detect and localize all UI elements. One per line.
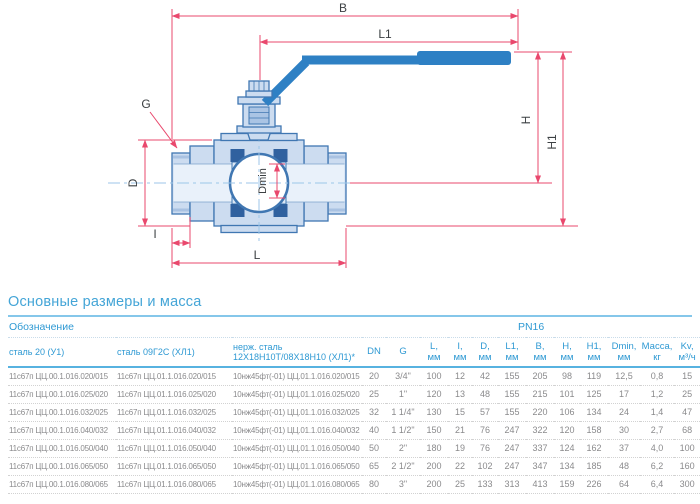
cell-d: 76 <box>472 439 498 457</box>
cell-b: 220 <box>526 403 554 421</box>
column-header: Масса, кг <box>640 337 674 367</box>
dim-label-i: I <box>153 227 157 241</box>
cell-designation-steel09g2s: 11с67п ЦЦ.01.1.016.032/025 <box>116 403 232 421</box>
cell-kv: 47 <box>674 403 700 421</box>
cell-h: 159 <box>554 475 580 493</box>
cell-h: 120 <box>554 421 580 439</box>
cell-l1: 155 <box>498 403 526 421</box>
cell-designation-steel20: 11с67п ЦЦ.00.1.016.032/025 <box>8 403 116 421</box>
cell-l: 150 <box>420 421 448 439</box>
column-header: сталь 20 (У1) <box>8 337 116 367</box>
cell-mass: 2,7 <box>640 421 674 439</box>
group-header-designation: Обозначение <box>8 317 362 337</box>
cell-l: 180 <box>420 439 448 457</box>
cell-designation-steel20: 11с67п ЦЦ.00.1.016.040/032 <box>8 421 116 439</box>
cell-designation-steel09g2s: 11с67п ЦЦ.01.1.016.065/050 <box>116 457 232 475</box>
dim-label-d: D <box>126 178 140 188</box>
cell-i: 12 <box>448 367 472 385</box>
column-header: Dmin, мм <box>608 337 640 367</box>
cell-i: 13 <box>448 385 472 403</box>
valve-stem <box>237 97 281 140</box>
cell-dn: 40 <box>362 421 386 439</box>
column-header: B, мм <box>526 337 554 367</box>
cell-d: 76 <box>472 421 498 439</box>
cell-h1: 119 <box>580 367 608 385</box>
column-header: G <box>386 337 420 367</box>
cell-designation-steel20: 11с67п ЦЦ.00.1.016.025/020 <box>8 385 116 403</box>
cell-dmin: 12,5 <box>608 367 640 385</box>
cell-h1: 226 <box>580 475 608 493</box>
cell-g: 3/4" <box>386 367 420 385</box>
cell-kv: 100 <box>674 439 700 457</box>
dim-label-dmin: Dmin <box>257 168 269 194</box>
table-body <box>8 367 700 493</box>
cell-d: 133 <box>472 475 498 493</box>
column-header: сталь 09Г2С (ХЛ1) <box>116 337 232 367</box>
cell-h: 101 <box>554 385 580 403</box>
dimension-h1 <box>346 52 578 226</box>
cell-b: 347 <box>526 457 554 475</box>
cell-i: 21 <box>448 421 472 439</box>
cell-b: 205 <box>526 367 554 385</box>
cell-l1: 313 <box>498 475 526 493</box>
cell-g: 2 1/2" <box>386 457 420 475</box>
table-row <box>8 385 700 403</box>
cell-kv: 160 <box>674 457 700 475</box>
dim-label-l1: L1 <box>378 27 392 41</box>
cell-l1: 247 <box>498 457 526 475</box>
column-header: I, мм <box>448 337 472 367</box>
cell-kv: 25 <box>674 385 700 403</box>
cell-g: 3" <box>386 475 420 493</box>
cell-g: 1 1/2" <box>386 421 420 439</box>
cell-b: 413 <box>526 475 554 493</box>
table-row <box>8 403 700 421</box>
table-group-header-row <box>8 317 700 337</box>
cell-l: 100 <box>420 367 448 385</box>
cell-dn: 20 <box>362 367 386 385</box>
cell-designation-steel09g2s: 11с67п ЦЦ.01.1.016.020/015 <box>116 367 232 385</box>
cell-l: 200 <box>420 475 448 493</box>
cell-l1: 247 <box>498 421 526 439</box>
cell-g: 1 1/4" <box>386 403 420 421</box>
cell-designation-steel20: 11с67п ЦЦ.00.1.016.050/040 <box>8 439 116 457</box>
cell-i: 19 <box>448 439 472 457</box>
valve-handle <box>265 51 511 103</box>
cell-i: 25 <box>448 475 472 493</box>
cell-designation-steel09g2s: 11с67п ЦЦ.01.1.016.050/040 <box>116 439 232 457</box>
column-header: Kv, м³/ч <box>674 337 700 367</box>
cell-designation-steel20: 11с67п ЦЦ.00.1.016.065/050 <box>8 457 116 475</box>
cell-dmin: 37 <box>608 439 640 457</box>
cell-b: 215 <box>526 385 554 403</box>
cell-g: 2" <box>386 439 420 457</box>
cell-i: 22 <box>448 457 472 475</box>
cell-h: 134 <box>554 457 580 475</box>
cell-mass: 6,2 <box>640 457 674 475</box>
cell-b: 337 <box>526 439 554 457</box>
column-header: L, мм <box>420 337 448 367</box>
column-header: L1, мм <box>498 337 526 367</box>
cell-g: 1" <box>386 385 420 403</box>
cell-l1: 247 <box>498 439 526 457</box>
table-row <box>8 421 700 439</box>
cell-h1: 185 <box>580 457 608 475</box>
cell-dmin: 24 <box>608 403 640 421</box>
dim-label-b: B <box>338 1 348 15</box>
table-row <box>8 439 700 457</box>
cell-designation-stainless: 10нж45фт(-01) ЦЦ.01.1.016.080/065 <box>232 475 362 493</box>
cell-l1: 155 <box>498 385 526 403</box>
column-header: D, мм <box>472 337 498 367</box>
group-header-pn16: PN16 <box>362 317 700 337</box>
cell-dn: 65 <box>362 457 386 475</box>
cell-dmin: 64 <box>608 475 640 493</box>
cell-kv: 300 <box>674 475 700 493</box>
cell-d: 48 <box>472 385 498 403</box>
column-header: нерж. сталь 12Х18Н10Т/08Х18Н10 (ХЛ1)* <box>232 337 362 367</box>
cell-d: 42 <box>472 367 498 385</box>
cell-designation-stainless: 10нж45фт(-01) ЦЦ.01.1.016.025/020 <box>232 385 362 403</box>
table-row <box>8 457 700 475</box>
cell-designation-steel09g2s: 11с67п ЦЦ.01.1.016.080/065 <box>116 475 232 493</box>
cell-designation-stainless: 10нж45фт(-01) ЦЦ.01.1.016.020/015 <box>232 367 362 385</box>
cell-designation-stainless: 10нж45фт(-01) ЦЦ.01.1.016.050/040 <box>232 439 362 457</box>
dimensions-table <box>8 317 700 494</box>
dimensions-section <box>0 294 700 494</box>
cell-h: 106 <box>554 403 580 421</box>
cell-l: 130 <box>420 403 448 421</box>
cell-d: 57 <box>472 403 498 421</box>
cell-l: 200 <box>420 457 448 475</box>
cell-designation-stainless: 10нж45фт(-01) ЦЦ.01.1.016.040/032 <box>232 421 362 439</box>
cell-kv: 15 <box>674 367 700 385</box>
cell-i: 15 <box>448 403 472 421</box>
column-header: DN <box>362 337 386 367</box>
dimension-b <box>172 1 518 139</box>
dim-label-h1: H1 <box>545 134 559 150</box>
cell-dn: 25 <box>362 385 386 403</box>
cell-designation-steel20: 11с67п ЦЦ.00.1.016.020/015 <box>8 367 116 385</box>
cell-dmin: 30 <box>608 421 640 439</box>
cell-h1: 134 <box>580 403 608 421</box>
cell-kv: 68 <box>674 421 700 439</box>
cell-l: 120 <box>420 385 448 403</box>
cell-mass: 1,2 <box>640 385 674 403</box>
cell-mass: 4,0 <box>640 439 674 457</box>
cell-designation-steel09g2s: 11с67п ЦЦ.01.1.016.040/032 <box>116 421 232 439</box>
section-title: Основные размеры и масса <box>8 294 202 310</box>
cell-b: 322 <box>526 421 554 439</box>
cell-l1: 155 <box>498 367 526 385</box>
dim-label-g: G <box>141 97 151 111</box>
cell-dmin: 17 <box>608 385 640 403</box>
cell-h1: 162 <box>580 439 608 457</box>
cell-dn: 32 <box>362 403 386 421</box>
cell-h: 124 <box>554 439 580 457</box>
dim-label-l: L <box>253 248 261 262</box>
cell-dmin: 48 <box>608 457 640 475</box>
column-header: H, мм <box>554 337 580 367</box>
table-column-header-row <box>8 337 700 367</box>
cell-mass: 6,4 <box>640 475 674 493</box>
cell-d: 102 <box>472 457 498 475</box>
column-header: H1, мм <box>580 337 608 367</box>
cell-h1: 125 <box>580 385 608 403</box>
table-row <box>8 475 700 493</box>
cell-dn: 50 <box>362 439 386 457</box>
stem-nut <box>246 81 272 97</box>
table-row <box>8 367 700 385</box>
cell-mass: 0,8 <box>640 367 674 385</box>
cell-mass: 1,4 <box>640 403 674 421</box>
dim-label-h: H <box>519 115 533 125</box>
cell-h: 98 <box>554 367 580 385</box>
cell-dn: 80 <box>362 475 386 493</box>
cell-designation-stainless: 10нж45фт(-01) ЦЦ.01.1.016.032/025 <box>232 403 362 421</box>
cell-h1: 158 <box>580 421 608 439</box>
cell-designation-stainless: 10нж45фт(-01) ЦЦ.01.1.016.065/050 <box>232 457 362 475</box>
cell-designation-steel09g2s: 11с67п ЦЦ.01.1.016.025/020 <box>116 385 232 403</box>
dimension-h <box>350 52 572 183</box>
cell-designation-steel20: 11с67п ЦЦ.00.1.016.080/065 <box>8 475 116 493</box>
